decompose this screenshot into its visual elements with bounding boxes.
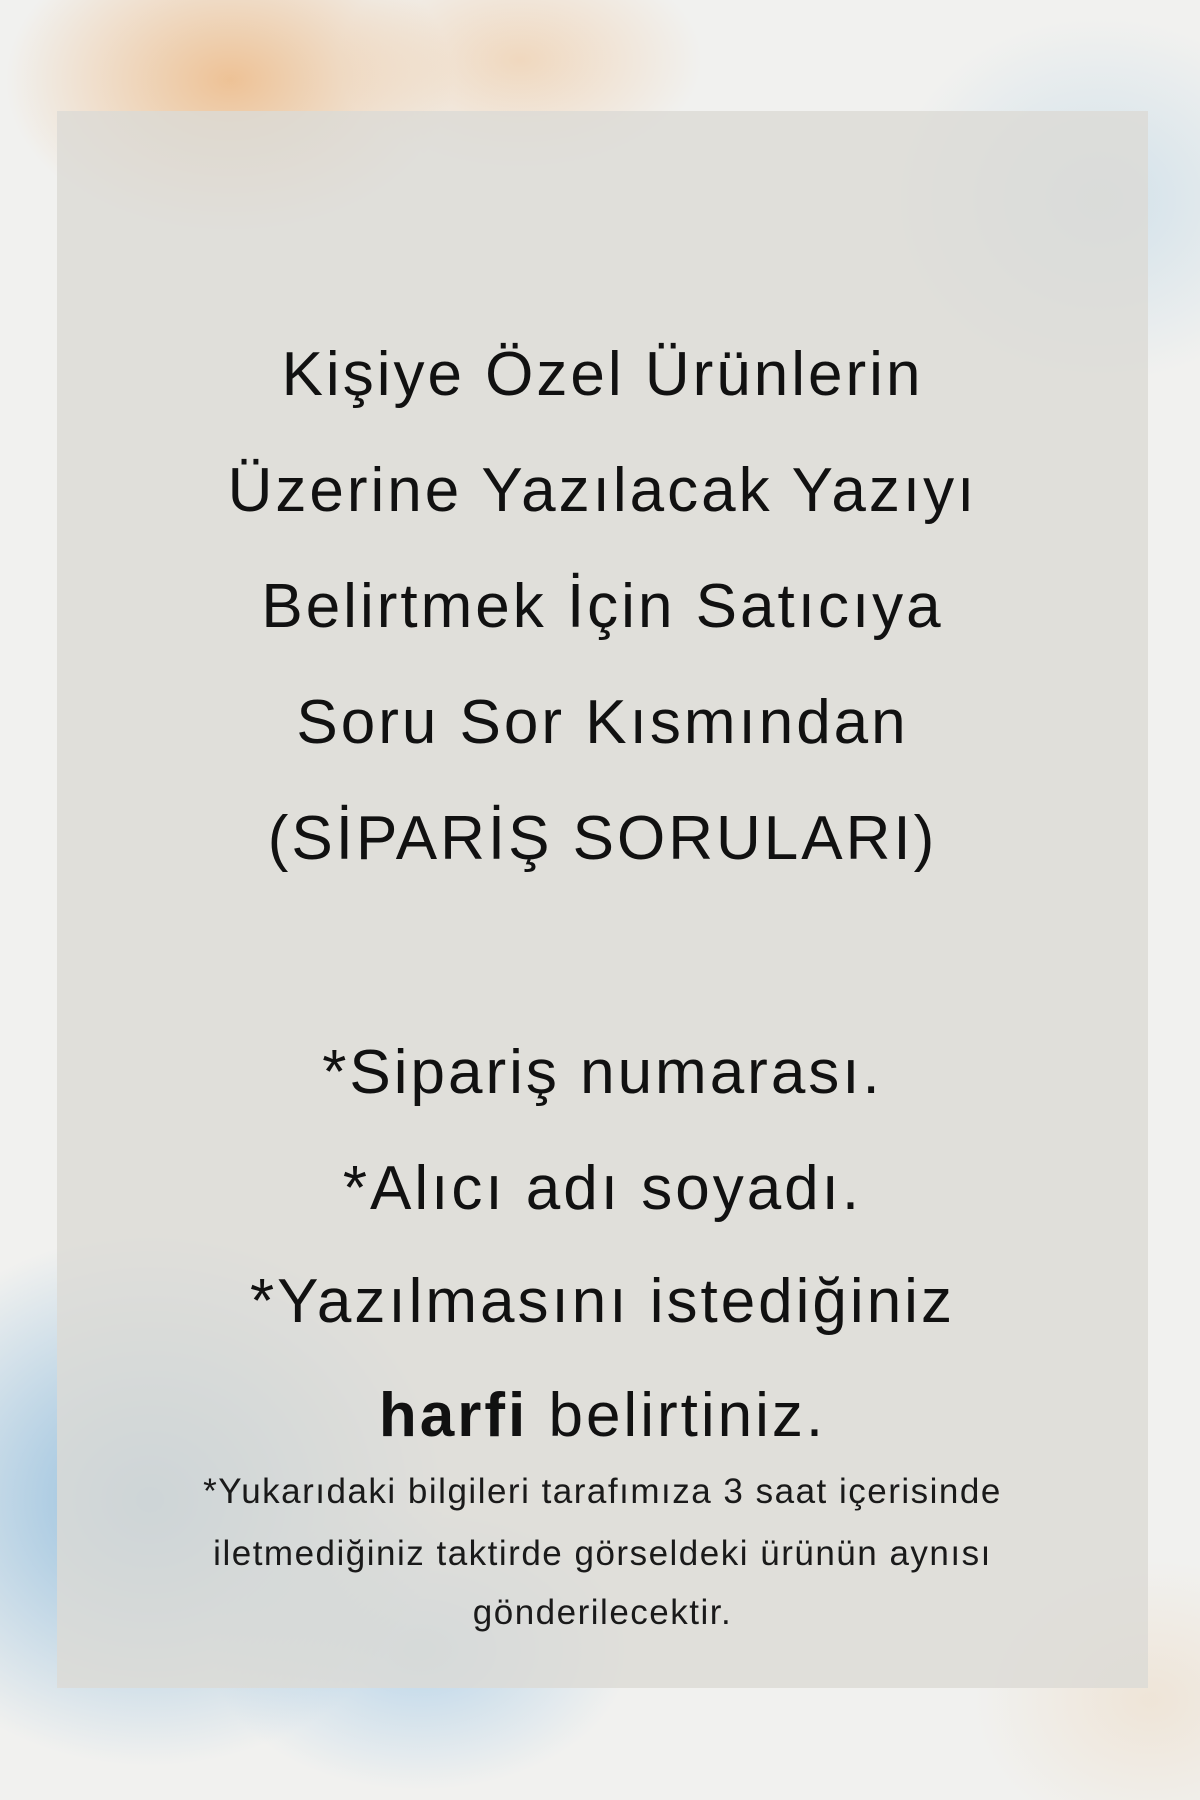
heading-line-4: Soru Sor Kısmından (296, 688, 909, 757)
footnote-line-3: gönderilecektir. (472, 1593, 733, 1632)
heading-line-3: Belirtmek İçin Satıcıya (261, 572, 944, 641)
requirement-order-number: *Sipariş numarası. (322, 1038, 883, 1107)
info-panel (57, 111, 1148, 1688)
requirement-text: *Yazılmasını istediğiniz (250, 1267, 955, 1336)
requirement-letter (57, 1381, 1148, 1450)
heading-line-5: (SİPARİŞ SORULARI) (267, 804, 938, 873)
footnote-line-2: iletmediğiniz taktirde görseldeki ürünün aynısı (213, 1534, 992, 1573)
heading-line-1: Kişiye Özel Ürünlerin (281, 340, 924, 409)
heading-line-2: Üzerine Yazılacak Yazıyı (227, 456, 978, 525)
requirement-recipient-name: *Alıcı adı soyadı. (342, 1154, 863, 1223)
footnote-line-1: *Yukarıdaki bilgileri tarafımıza 3 saat içerisinde (203, 1472, 1002, 1511)
last-line-rest: belirtiniz. (528, 1381, 827, 1450)
bold-word: harfi (378, 1381, 529, 1450)
